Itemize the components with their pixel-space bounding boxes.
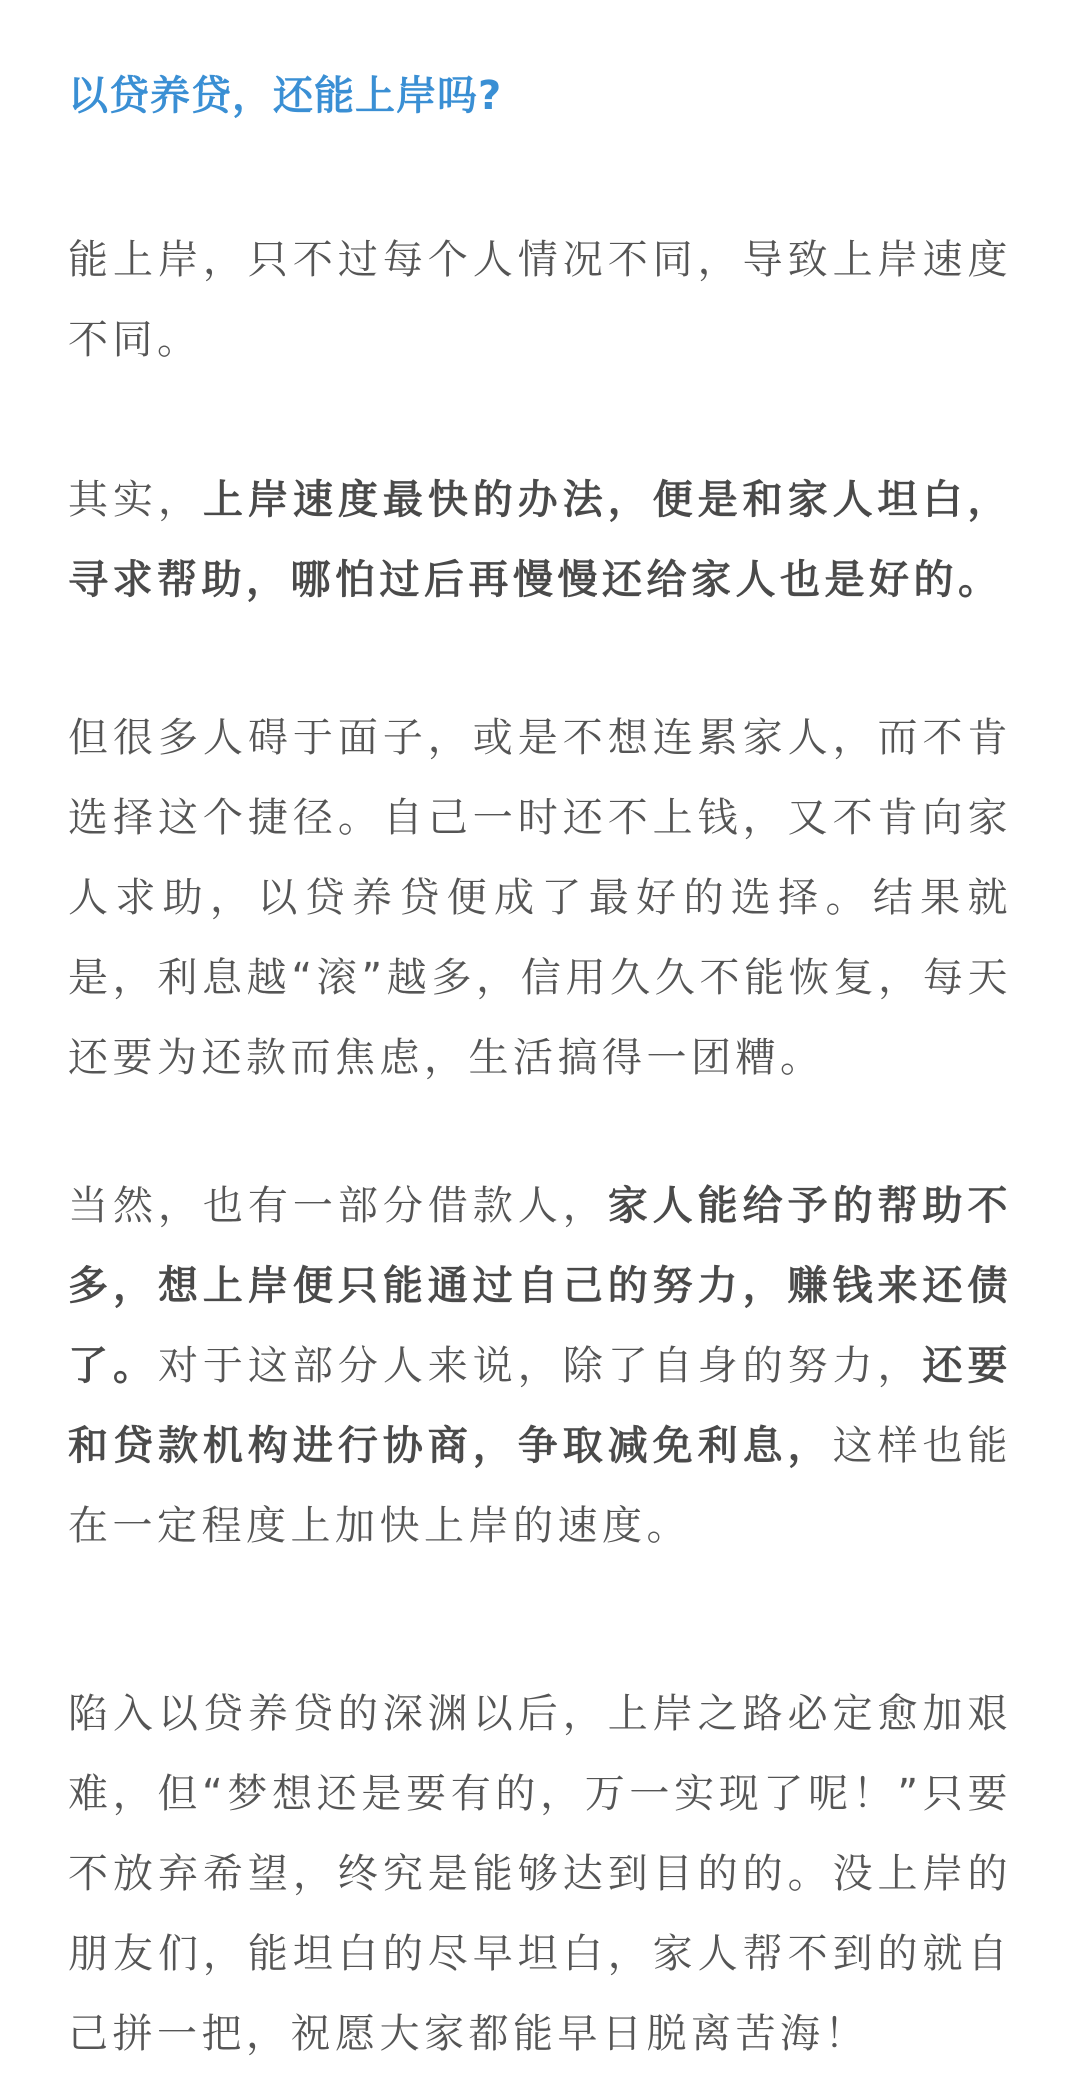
paragraph-3 (68, 698, 1012, 1098)
paragraph-4-lead: 当然，也有一部分借款人， (68, 1183, 608, 1229)
paragraph-2-bold: 上岸速度最快的办法，便是和家人坦白，寻求帮助，哪怕过后再慢慢还给家人也是好的。 (68, 477, 1013, 603)
section-heading: 以贷养贷，还能上岸吗? (68, 73, 503, 119)
paragraph-5-text: 陷入以贷养贷的深渊以后，上岸之路必定愈加艰难，但“梦想还是要有的，万一实现了呢！”只要不放弃希望，终究是能够达到目的的。没上岸的朋友们，能坦白的尽早坦白，家人帮不到的就自己拼一把，祝愿大家都能早日脱离苦海！ (68, 1691, 1012, 2057)
paragraph-4-tail: 这样也能在一定程度上加快上岸的速度。 (68, 1423, 1013, 1549)
paragraph-1 (68, 220, 1012, 380)
paragraph-4-mid: 对于这部分人来说，除了自身的努力， (157, 1343, 923, 1389)
paragraph-2 (68, 460, 1012, 620)
paragraph-3-text: 但很多人碍于面子，或是不想连累家人，而不肯选择这个捷径。自己一时还不上钱，又不肯向家人求助，以贷养贷便成了最好的选择。结果就是，利息越“滚”越多，信用久久不能恢复，每天还要为还款而焦虑，生活搞得一团糟。 (68, 715, 1012, 1081)
paragraph-5 (68, 1674, 1012, 2074)
paragraph-2-lead: 其实， (68, 477, 203, 523)
paragraph-4-bold-2: 还要和贷款机构进行协商，争取减免利息， (68, 1343, 1013, 1469)
paragraph-4-bold-1: 家人能给予的帮助不多，想上岸便只能通过自己的努力，赚钱来还债了。 (68, 1183, 1013, 1389)
paragraph-1-text: 能上岸，只不过每个人情况不同，导致上岸速度不同。 (68, 237, 1012, 363)
paragraph-4 (68, 1166, 1012, 1566)
